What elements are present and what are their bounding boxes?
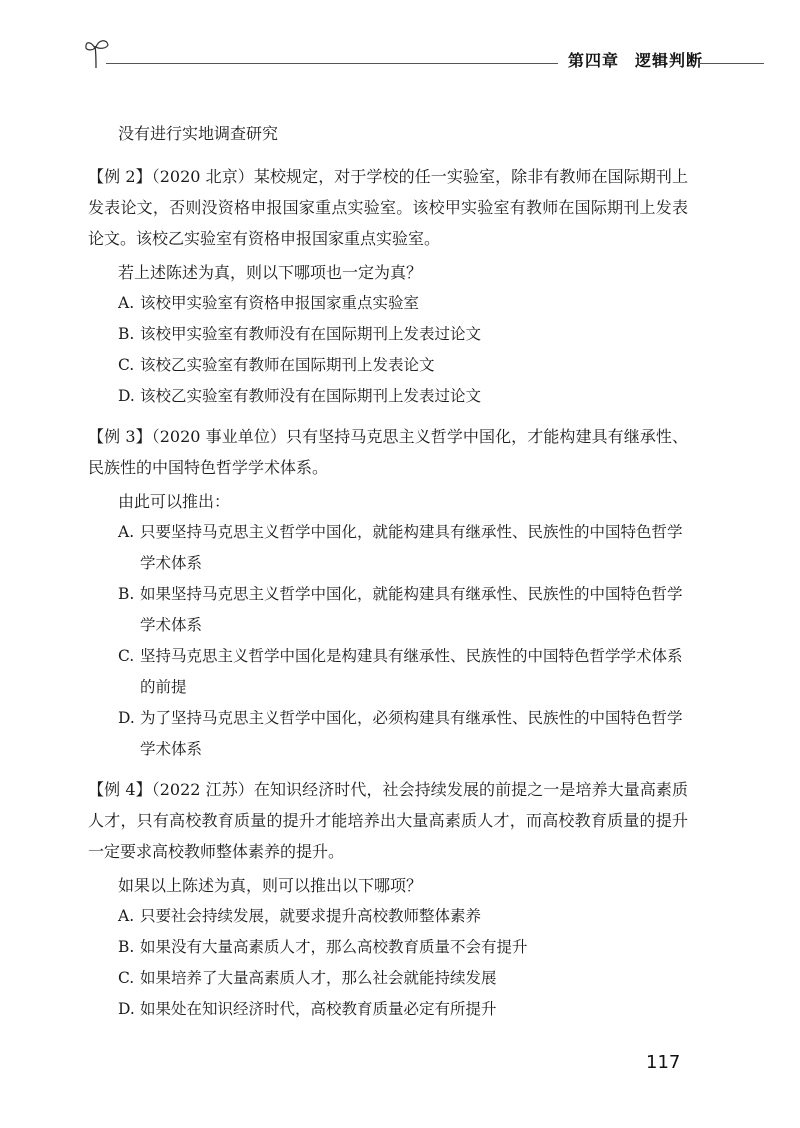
option-label: B. bbox=[118, 938, 135, 956]
example-stem-paragraph bbox=[88, 421, 688, 483]
option-text: 如果处在知识经济时代，高校教育质量必定有所提升 bbox=[140, 1000, 497, 1018]
option-label: A. bbox=[118, 523, 135, 541]
header-rule-right bbox=[698, 63, 764, 64]
example-block bbox=[88, 774, 688, 1025]
option-a bbox=[88, 901, 688, 932]
example-tag: 【例 3】（2020 事业单位） bbox=[88, 427, 287, 446]
option-a bbox=[88, 288, 688, 319]
section-title: 逻辑判断 bbox=[635, 51, 704, 70]
option-label: C. bbox=[118, 647, 135, 665]
option-b bbox=[88, 319, 688, 350]
option-label: D. bbox=[118, 387, 135, 405]
option-label: D. bbox=[118, 709, 135, 727]
option-text: 该校甲实验室有资格申报国家重点实验室 bbox=[140, 294, 420, 312]
option-text: 该校乙实验室有教师没有在国际期刊上发表过论文 bbox=[140, 387, 482, 405]
example-question: 由此可以推出： bbox=[118, 492, 231, 511]
example-stem: 只有坚持马克思主义哲学中国化，才能构建具有继承性、民族性的中国特色哲学学术体系。 bbox=[88, 427, 688, 477]
example-block bbox=[88, 161, 688, 412]
example-stem-paragraph bbox=[88, 161, 688, 254]
example-tag: 【例 4】（2022 江苏） bbox=[88, 780, 254, 799]
option-b bbox=[88, 579, 688, 641]
option-d bbox=[88, 703, 688, 765]
option-a bbox=[88, 517, 688, 579]
option-label: A. bbox=[118, 294, 135, 312]
intro-line: 没有进行实地调查研究 bbox=[118, 124, 279, 143]
option-text: 如果培养了大量高素质人才，那么社会就能持续发展 bbox=[140, 969, 497, 987]
chapter-title bbox=[568, 48, 703, 71]
option-label: C. bbox=[118, 969, 135, 987]
option-text: 该校乙实验室有教师在国际期刊上发表论文 bbox=[140, 356, 435, 374]
example-stem: 在知识经济时代，社会持续发展的前提之一是培养大量高素质人才，只有高校教育质量的提升才能培养出大量高素质人才，而高校教育质量的提升一定要求高校教师整体素养的提升。 bbox=[88, 780, 688, 861]
example-stem: 某校规定，对于学校的任一实验室，除非有教师在国际期刊上发表论文，否则没资格申报国家重点实验室。该校甲实验室有教师在国际期刊上发表论文。该校乙实验室有资格申报国家重点实验室。 bbox=[88, 167, 688, 248]
option-label: B. bbox=[118, 585, 135, 603]
option-label: B. bbox=[118, 325, 135, 343]
option-c bbox=[88, 350, 688, 381]
option-label: C. bbox=[118, 356, 135, 374]
running-header bbox=[84, 36, 764, 76]
option-text: 如果坚持马克思主义哲学中国化，就能构建具有继承性、民族性的中国特色哲学学术体系 bbox=[140, 585, 683, 634]
header-rule-left bbox=[106, 63, 558, 64]
option-c bbox=[88, 641, 688, 703]
page-number: 117 bbox=[646, 1052, 681, 1073]
option-text: 为了坚持马克思主义哲学中国化，必须构建具有继承性、民族性的中国特色哲学学术体系 bbox=[140, 709, 683, 758]
option-text: 只要社会持续发展，就要求提升高校教师整体素养 bbox=[140, 907, 482, 925]
chapter-number: 第四章 bbox=[568, 51, 620, 70]
option-text: 如果没有大量高素质人才，那么高校教育质量不会有提升 bbox=[140, 938, 528, 956]
page-body bbox=[88, 118, 688, 1025]
example-stem-paragraph bbox=[88, 774, 688, 867]
example-question: 如果以上陈述为真，则可以推出以下哪项？ bbox=[118, 876, 423, 895]
example-question: 若上述陈述为真，则以下哪项也一定为真？ bbox=[118, 263, 423, 282]
example-block bbox=[88, 421, 688, 765]
option-d bbox=[88, 381, 688, 412]
option-text: 坚持马克思主义哲学中国化是构建具有继承性、民族性的中国特色哲学学术体系的前提 bbox=[140, 647, 683, 696]
option-text: 该校甲实验室有教师没有在国际期刊上发表过论文 bbox=[140, 325, 482, 343]
sprout-icon bbox=[84, 36, 110, 70]
option-d bbox=[88, 994, 688, 1025]
option-text: 只要坚持马克思主义哲学中国化，就能构建具有继承性、民族性的中国特色哲学学术体系 bbox=[140, 523, 683, 572]
option-label: D. bbox=[118, 1000, 135, 1018]
option-b bbox=[88, 932, 688, 963]
option-c bbox=[88, 963, 688, 994]
option-label: A. bbox=[118, 907, 135, 925]
example-tag: 【例 2】（2020 北京） bbox=[88, 167, 254, 186]
